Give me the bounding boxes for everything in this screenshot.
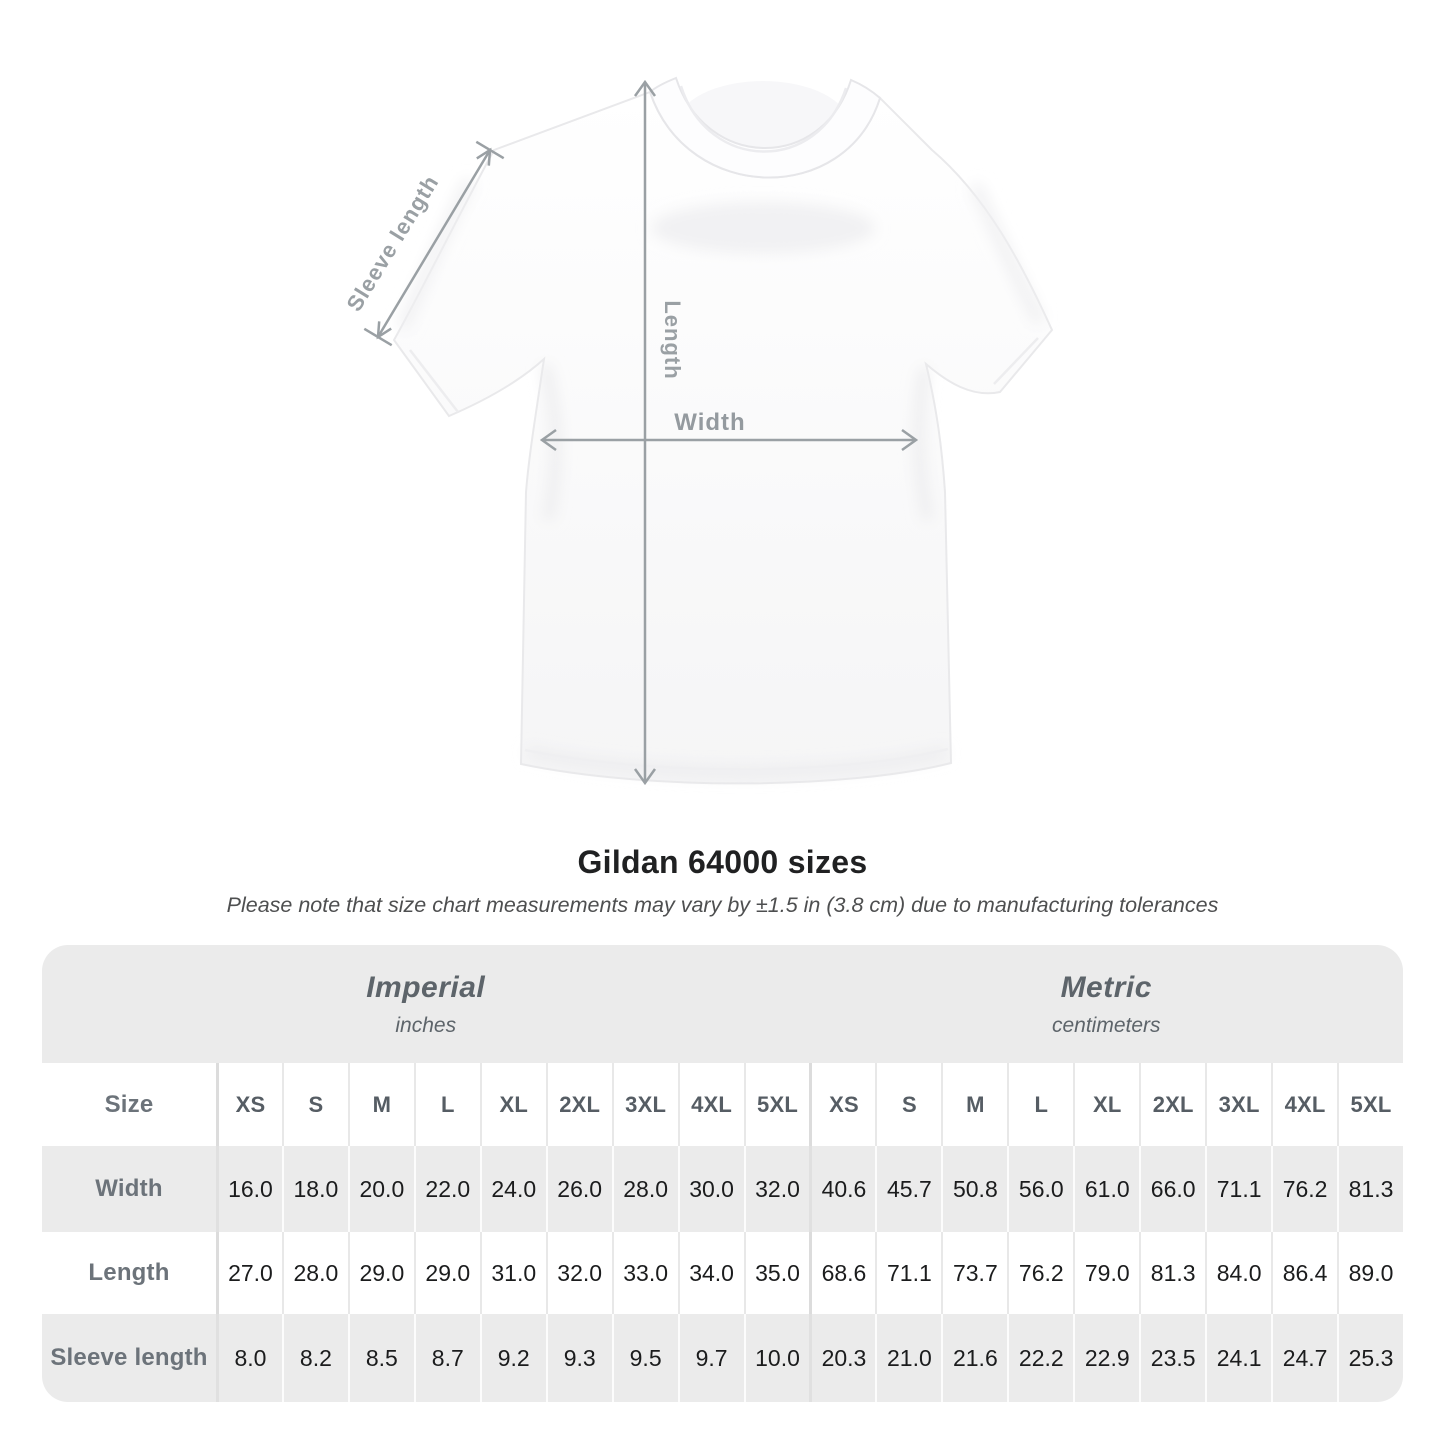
table-cell: 71.1 [875,1232,941,1314]
column-header: L [414,1063,480,1146]
table-cell: 27.0 [216,1232,282,1314]
table-cell: 81.3 [1139,1232,1205,1314]
table-cell: 35.0 [744,1232,810,1314]
table-cell: 30.0 [678,1146,744,1232]
caption-block [0,844,1445,918]
table-cell: 89.0 [1337,1232,1403,1314]
table-cell: 61.0 [1073,1146,1139,1232]
table-cell: 24.1 [1205,1314,1271,1402]
table-cell: 76.2 [1007,1232,1073,1314]
table-cell: 8.5 [348,1314,414,1402]
column-header-row [42,1063,1403,1146]
tshirt-body [394,92,1052,783]
column-header: 2XL [1139,1063,1205,1146]
table-cell: 28.0 [282,1232,348,1314]
table-cell: 22.2 [1007,1314,1073,1402]
metric-label: Metric [1060,970,1152,1004]
row-label: Width [95,1175,163,1202]
table-cell: 9.7 [678,1314,744,1402]
table-cell: 8.0 [216,1314,282,1402]
table-cell: 31.0 [480,1232,546,1314]
table-cell: 76.2 [1271,1146,1337,1232]
table-cell: 50.8 [941,1146,1007,1232]
sleeve-length-label: Sleeve length [341,170,444,316]
table-cell: 8.2 [282,1314,348,1402]
table-cell: 84.0 [1205,1232,1271,1314]
column-header: XL [1073,1063,1139,1146]
size-chart-table [42,945,1403,1402]
table-cell: 32.0 [744,1146,810,1232]
table-cell: 21.0 [875,1314,941,1402]
column-header: M [348,1063,414,1146]
table-cell: 21.6 [941,1314,1007,1402]
column-header: XL [480,1063,546,1146]
table-cell: 73.7 [941,1232,1007,1314]
row-label: Sleeve length [50,1344,208,1371]
column-header: 4XL [678,1063,744,1146]
column-header: 3XL [1205,1063,1271,1146]
page-title: Gildan 64000 sizes [577,844,868,880]
table-cell: 56.0 [1007,1146,1073,1232]
table-cell: 22.9 [1073,1314,1139,1402]
table-cell: 68.6 [809,1232,875,1314]
table-cell: 23.5 [1139,1314,1205,1402]
tolerance-note: Please note that size chart measurements may vary by ±1.5 in (3.8 cm) due to manufacturing tolerances [226,893,1219,917]
imperial-unit: inches [395,1013,457,1037]
table-cell: 16.0 [216,1146,282,1232]
column-header: 2XL [546,1063,612,1146]
size-corner-header: Size [104,1090,154,1118]
width-label: Width [674,409,746,436]
table-cell: 29.0 [348,1232,414,1314]
table-cell: 18.0 [282,1146,348,1232]
table-cell: 28.0 [612,1146,678,1232]
table-cell: 24.0 [480,1146,546,1232]
column-header: 4XL [1271,1063,1337,1146]
row-label: Length [88,1259,170,1286]
column-header: M [941,1063,1007,1146]
column-header: L [1007,1063,1073,1146]
table-cell: 9.2 [480,1314,546,1402]
table-cell: 79.0 [1073,1232,1139,1314]
table-cell: 9.3 [546,1314,612,1402]
column-header: XS [216,1063,282,1146]
column-header: 5XL [1337,1063,1403,1146]
table-cell: 86.4 [1271,1232,1337,1314]
imperial-label: Imperial [366,970,486,1004]
table-cell: 20.0 [348,1146,414,1232]
table-cell: 32.0 [546,1232,612,1314]
length-label: Length [660,300,685,380]
table-cell: 66.0 [1139,1146,1205,1232]
table-cell: 34.0 [678,1232,744,1314]
table-row-length [42,1232,1403,1314]
table-cell: 25.3 [1337,1314,1403,1402]
metric-header [810,945,1404,1063]
table-cell: 33.0 [612,1232,678,1314]
table-row-sleeve-length [42,1314,1403,1402]
table-row-width [42,1146,1403,1232]
column-header: 5XL [744,1063,810,1146]
column-header: S [282,1063,348,1146]
table-cell: 71.1 [1205,1146,1271,1232]
table-cell: 29.0 [414,1232,480,1314]
table-cell: 24.7 [1271,1314,1337,1402]
table-cell: 40.6 [809,1146,875,1232]
column-header: XS [809,1063,875,1146]
table-cell: 20.3 [809,1314,875,1402]
table-cell: 22.0 [414,1146,480,1232]
imperial-header [42,945,810,1063]
table-cell: 81.3 [1337,1146,1403,1232]
table-cell: 8.7 [414,1314,480,1402]
unit-header-row [42,945,1403,1063]
table-cell: 9.5 [612,1314,678,1402]
table-cell: 10.0 [744,1314,810,1402]
table-cell: 26.0 [546,1146,612,1232]
column-header: S [875,1063,941,1146]
column-header: 3XL [612,1063,678,1146]
table-cell: 45.7 [875,1146,941,1232]
metric-unit: centimeters [1051,1013,1161,1037]
